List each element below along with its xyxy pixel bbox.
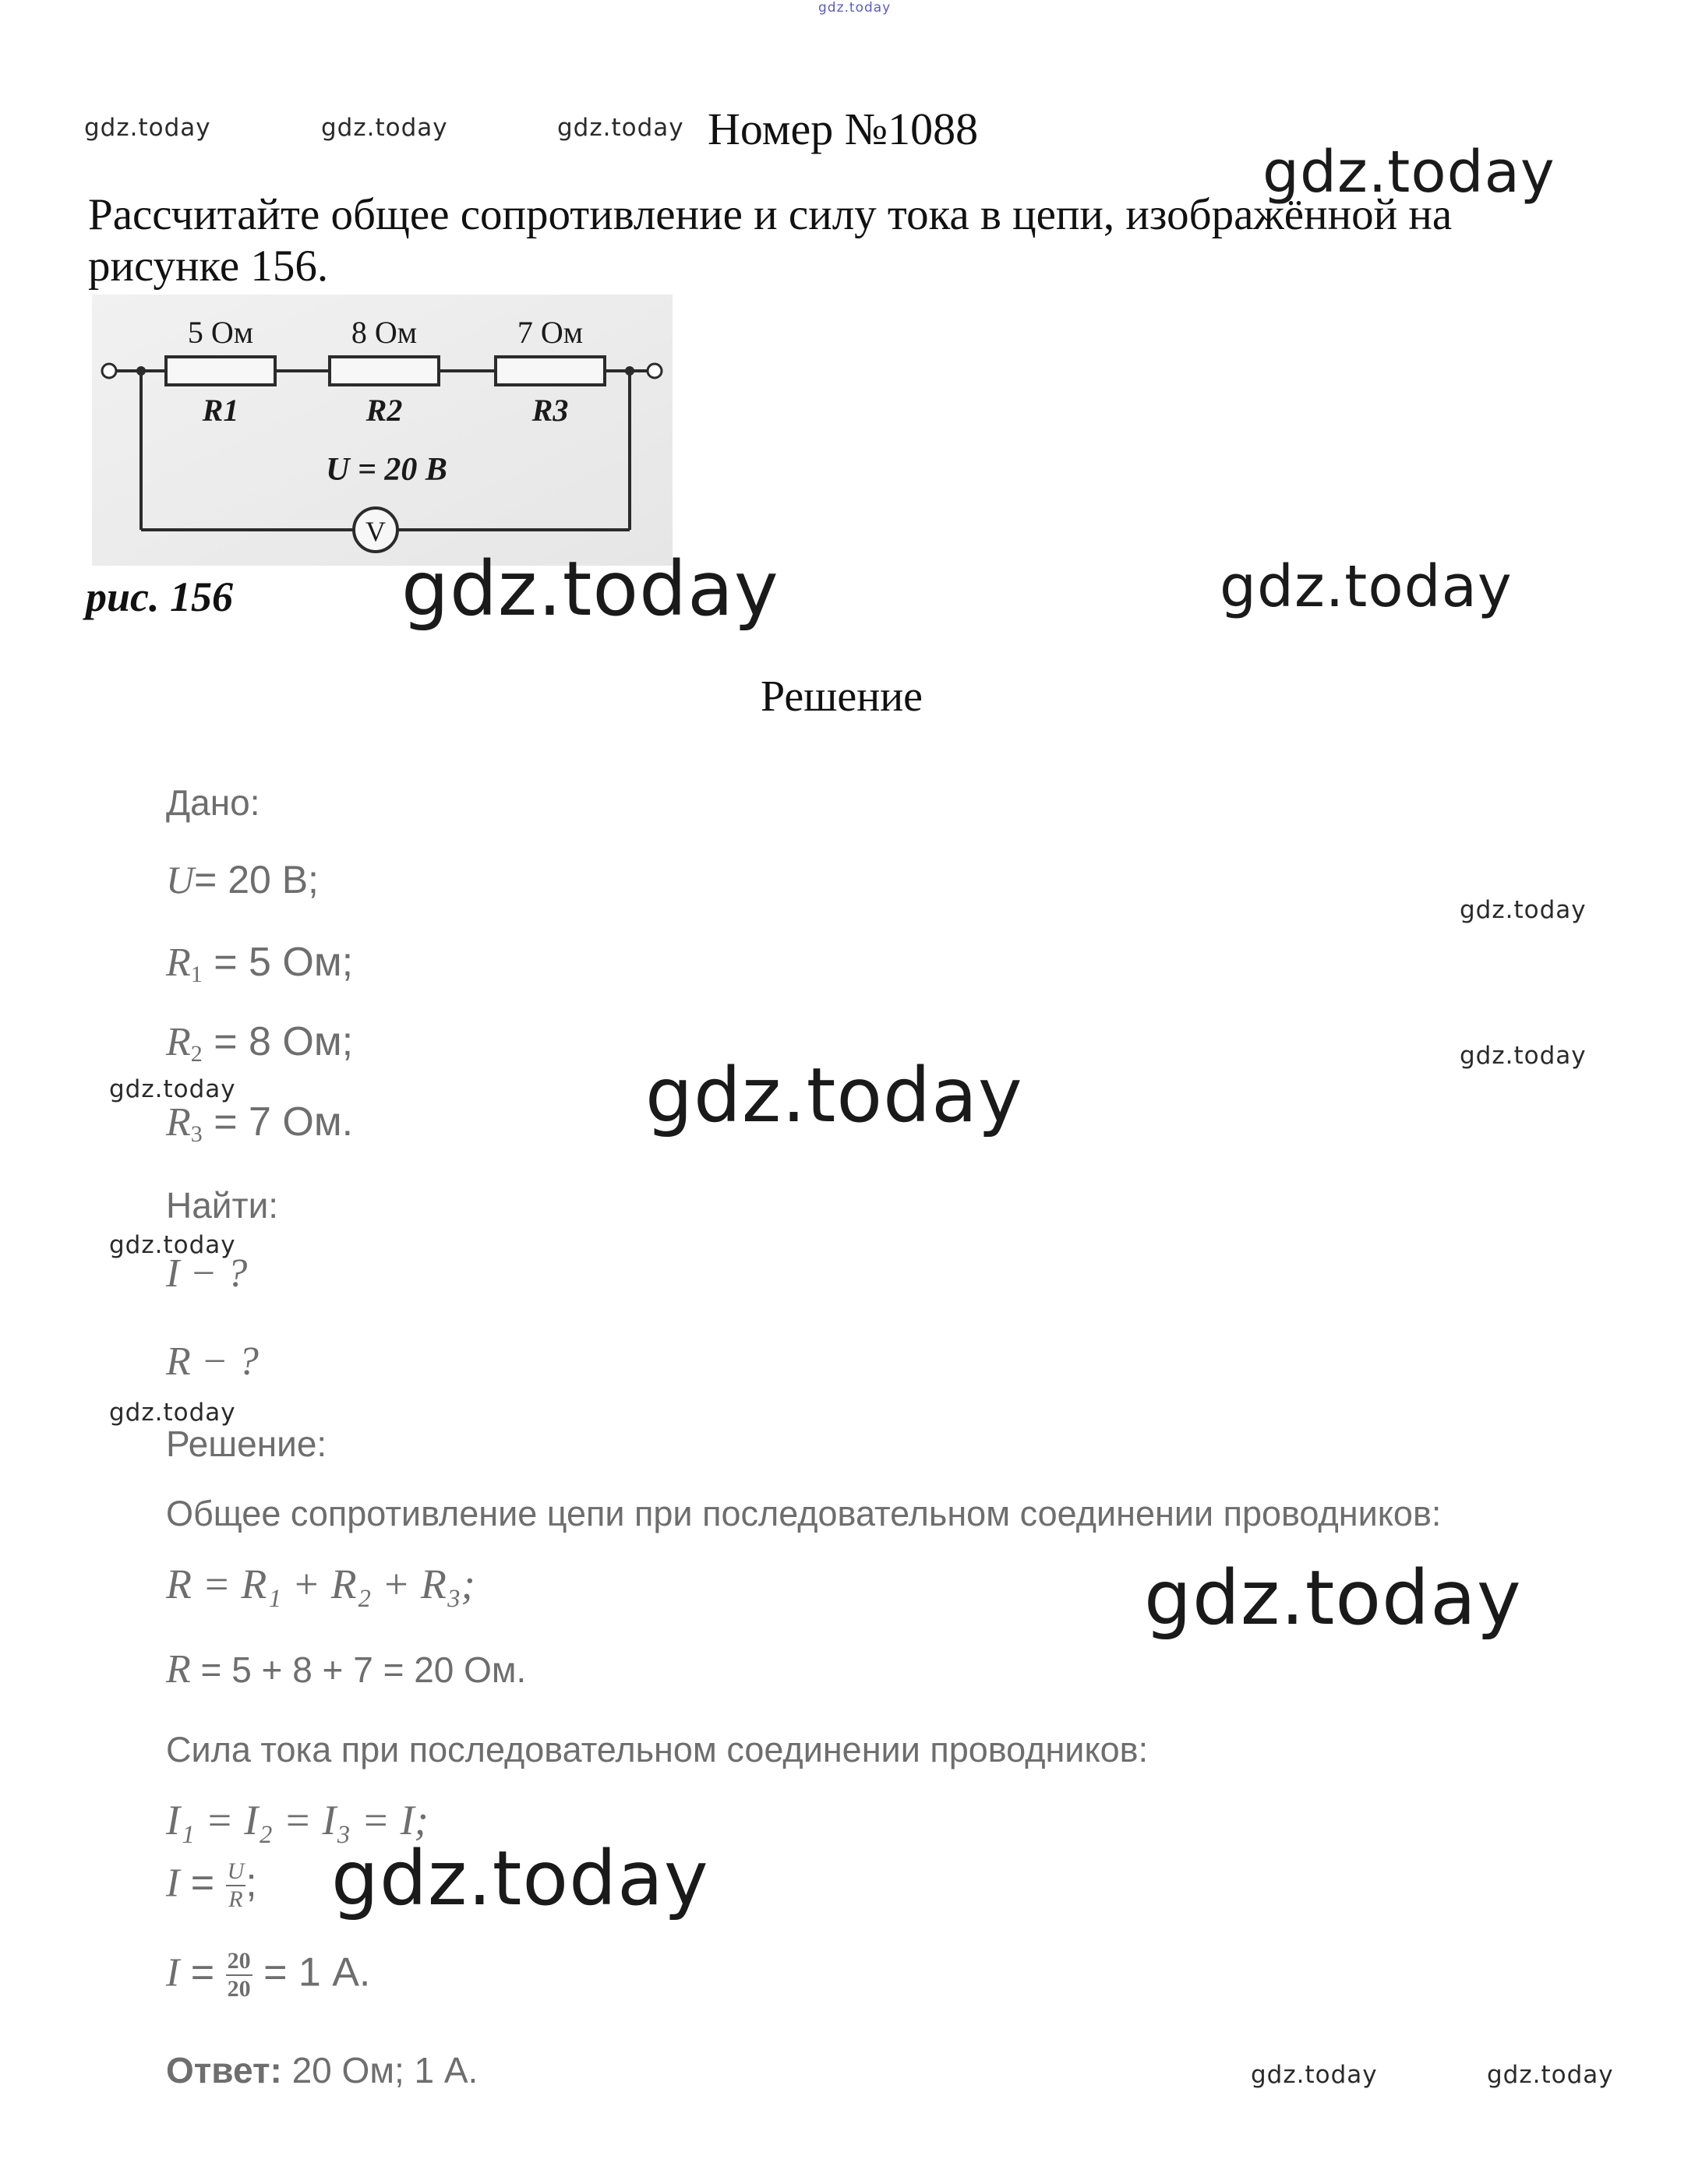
find-label: Найти: [166,1185,279,1226]
solution-text1: Общее сопротивление цепи при последовательном соединении проводников: [166,1494,1442,1533]
node-left [136,366,146,376]
find-r: R − ? [166,1339,259,1384]
watermark: gdz.today [321,114,448,142]
formula-ohm-law: I = $\frac{U}{R}$ ; [166,1858,257,1912]
voltmeter-symbol: V [365,516,386,547]
watermark: gdz.today [1460,896,1587,924]
resistor-r1 [166,357,275,385]
r1-label: R1 [202,393,239,428]
calc-total-resistance: R = 5 + 8 + 7 = 20 Ом. [166,1647,527,1692]
r1-value: 5 Ом [187,315,254,350]
page-title: Номер №1088 [708,104,979,154]
given-r1: $R_1 = 5$ Ом; [166,940,354,987]
terminal-left [102,364,116,378]
given-u: U= 20 В; [166,858,319,901]
watermark: gdz.today [1487,2061,1614,2089]
watermark: gdz.today [1460,1042,1587,1070]
solution-label: Решение: [166,1424,327,1464]
solution-heading: Решение [761,672,923,721]
watermark: gdz.today [109,1075,236,1103]
voltage-label: U = 20 В [326,452,447,488]
circuit-figure [92,295,684,567]
watermark: gdz.today [645,1052,1023,1139]
given-label: Дано: [166,782,260,823]
terminal-right [648,364,662,378]
r2-value: 8 Ом [351,315,418,350]
solution-text2: Сила тока при последовательном соединении проводников: [166,1730,1149,1769]
task-text-line1: Рассчитайте общее сопротивление и силу тока в цепи, изображённой на [88,190,1453,239]
given-r3: $R_3 = 7$ Ом. [166,1099,354,1147]
r3-value: 7 Ом [517,315,584,350]
task-text-line2: рисунке 156. [88,242,329,291]
watermark: gdz.today [109,1231,236,1259]
watermark: gdz.today [1251,2061,1378,2089]
answer: Ответ: 20 Ом; 1 А. [166,2050,478,2091]
find-i: I − ? [166,1251,248,1296]
r3-label: R3 [531,393,569,428]
watermark: gdz.today [109,1399,236,1427]
watermark: gdz.today [557,114,684,142]
resistor-r2 [330,357,439,385]
r2-label: R2 [365,393,403,428]
given-r2: $R_2 = 8$ Ом; [166,1019,354,1067]
formula-currents: I₁ = I₂ = I₃ = I; [166,1797,429,1844]
node-right [625,366,634,376]
watermark: gdz.today [1220,553,1513,620]
watermark: gdz.today [1262,139,1555,206]
watermark: gdz.today [401,545,779,633]
watermark-top: gdz.today [818,0,892,16]
watermark: gdz.today [84,114,211,142]
watermark: gdz.today [331,1835,709,1922]
calc-current: I = $\frac{20}{20}$ = 1 А. [166,1948,371,2002]
formula-total-resistance: R = R₁ + R₂ + R₃; [166,1561,475,1607]
resistor-r3 [496,357,605,385]
figure-caption: рис. 156 [86,573,233,620]
watermark: gdz.today [1144,1554,1522,1642]
